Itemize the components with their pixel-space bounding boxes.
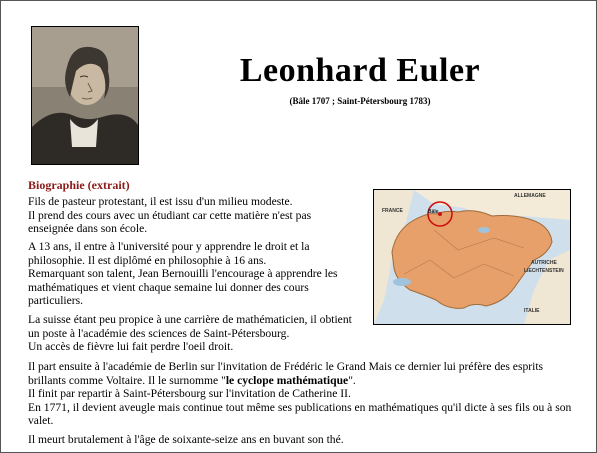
map-graphic [374, 190, 570, 324]
euler-portrait [31, 26, 139, 165]
paragraph-death [28, 433, 573, 447]
paragraph-line: Remarquant son talent, Jean Bernouilli l'encourage à apprendre les mathématiques et vient chaque semaine lui donner des cours particuliers. [28, 267, 338, 308]
paragraph-line: Fils de pasteur protestant, il est issu d'un milieu modeste. [28, 195, 293, 208]
paragraph-line: Il meurt brutalement à l'âge de soixante-seize ans en buvant son thé. [28, 433, 344, 446]
page-title: Leonhard Euler [239, 52, 481, 89]
nickname-bold: le cyclope mathématique [225, 373, 349, 387]
section-title: Biographie (extrait) [28, 178, 130, 192]
paragraph-saint-petersburg [28, 313, 358, 354]
map-label-basel: Bâle [428, 209, 439, 215]
text-run: ". [348, 373, 356, 387]
paragraph-berlin [28, 360, 573, 428]
switzerland-map [373, 189, 571, 325]
map-label-italy: ITALIE [524, 308, 540, 314]
paragraph-line: Il prend des cours avec un étudiant car cette matière n'est pas enseignée dans son école. [28, 208, 312, 236]
paragraph-line: Un accès de fièvre lui fait perdre l'oeil droit. [28, 340, 234, 354]
paragraph-line: La suisse étant peu propice à une carrière de mathématicien, il obtient un poste à l'académie des sciences de Saint-Pétersbourg. [28, 313, 352, 340]
paragraph-origins [28, 195, 358, 236]
paragraph-line: En 1771, il devient aveugle mais continue tout même ses publications en mathématiques qu'il dicte à ses fils ou à son valet. [28, 400, 572, 428]
text-run: Il part ensuite à l'académie de Berlin sur l'invitation de Frédéric le Grand Mais ce dernier lui préfère des esprits brillants comme Voltaire. Il le surnomme " [28, 360, 544, 387]
paragraph-line [28, 360, 573, 387]
paragraph-line: Il finit par repartir à Saint-Pétersbourg sur l'invitation de Catherine II. [28, 387, 351, 401]
map-label-france: FRANCE [382, 208, 403, 214]
paragraph-line: A 13 ans, il entre à l'université pour y apprendre le droit et la philosophie. Il est diplômé en philosophie à 16 ans. [28, 240, 310, 267]
page-subtitle: (Bâle 1707 ; Saint-Pétersbourg 1783) [289, 96, 431, 106]
paragraph-studies [28, 240, 358, 308]
map-label-liechtenstein: LIECHTENSTEIN [524, 268, 564, 274]
map-label-austria: AUTRICHE [531, 260, 557, 266]
map-label-germany: ALLEMAGNE [514, 193, 546, 199]
